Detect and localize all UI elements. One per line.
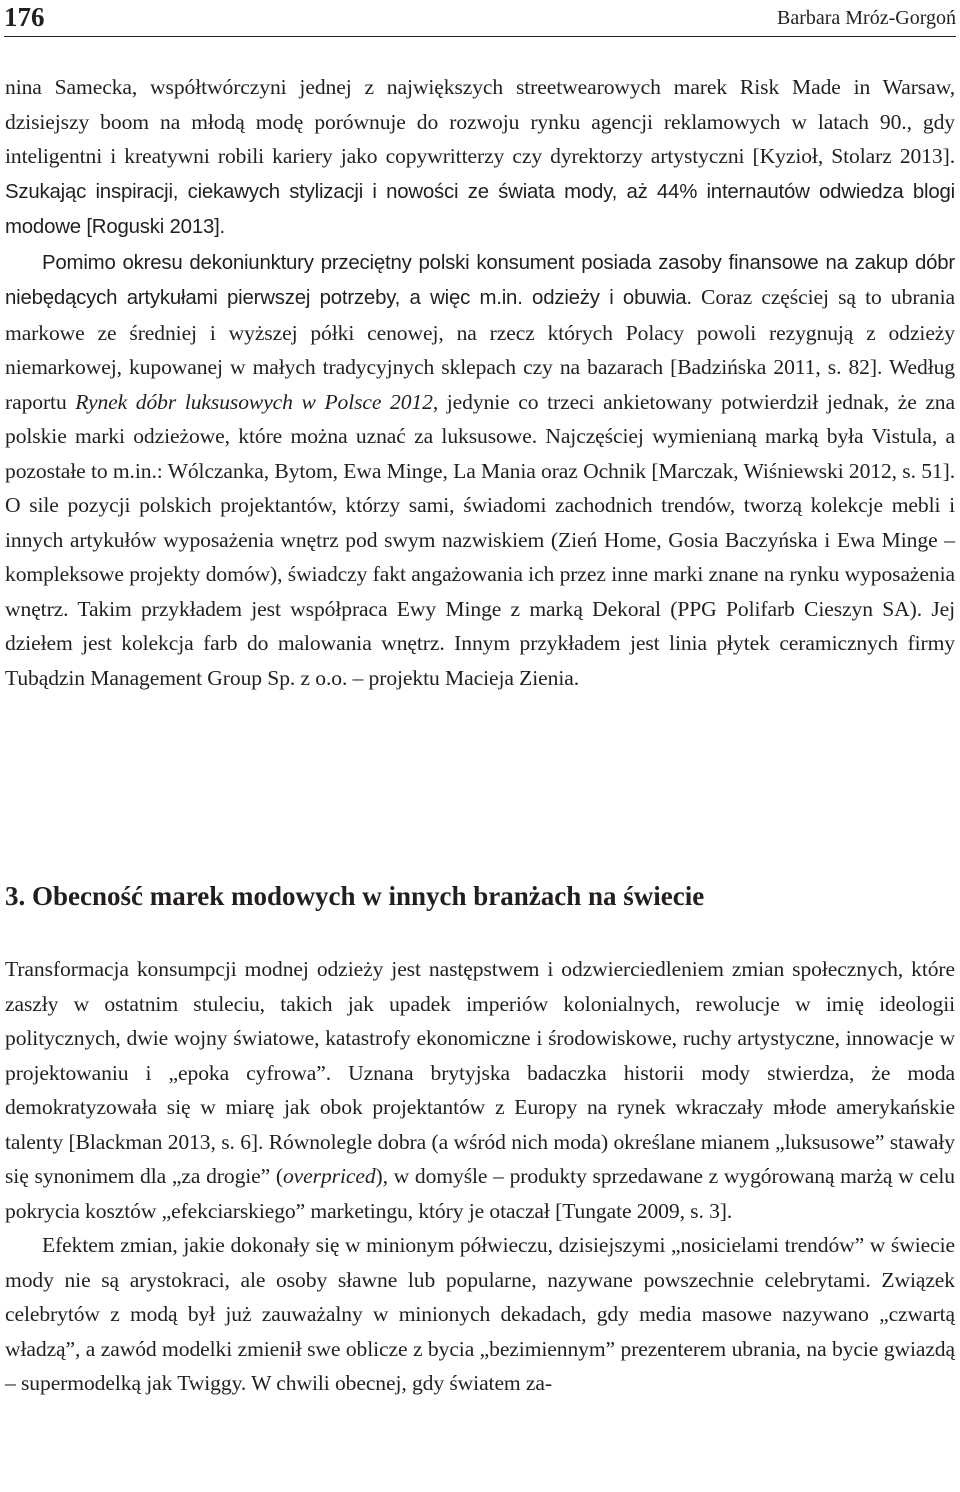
paragraph-text: , jedynie co trzeci ankietowany potwierdził jednak, że zna polskie marki odzieżowe, które można uznać za luksusowe. Najczęściej wymienianą marką była Vistula, a pozostałe to m.in.: Wólczanka, Bytom, Ewa Minge, La Mania oraz Ochnik [Marczak, Wiśniewski 2012, s. 51]. O sile pozycji polskich projektantów, którzy sami, świadomi zachodnich trendów, tworzą kolekcje mebli i innych artykułów wyposażenia wnętrz pod swym nazwiskiem (Zień Home, Gosia Baczyńska i Ewa Minge – kompleksowe projekty domów), świadczy fakt angażowania ich przez inne marki znane na rynku wyposażenia wnętrz. Takim przykładem jest współpraca Ewy Minge z marką Dekoral (PPG Polifarb Cieszyn SA). Jej dziełem jest kolekcja farb do malowania wnętrz. Innym przykładem jest linia płytek ceramicznych firmy Tubądzin Management Group Sp. z o.o. – projektu Macieja Zienia.: [5, 389, 955, 690]
section-heading: 3. Obecność marek modowych w innych branżach na świecie: [5, 881, 705, 911]
paragraph-text: nina Samecka, współtwórczyni jednej z największych streetwearowych marek Risk Made in Warsaw, dzisiejszy boom na młodą modę porównuje do rozwoju rynku agencji reklamowych w latach 90., gdy inteligentni i kreatywni robili kariery jako copywritterzy czy dyrektorzy artystyczni [Kyzioł, Stolarz 2013].: [5, 75, 955, 168]
paragraph-text: ), w domyśle – produkty sprzedawane z wygórowaną marżą w celu pokrycia kosztów „efekciarskiego” marketingu, który je otaczał [Tungate 2009, s. 3].: [5, 1164, 955, 1223]
paragraph-text-sans: Szukając inspiracji, ciekawych stylizacji i nowości ze świata mody, aż 44% internautów odwiedza blogi modowe [Roguski 2013].: [5, 180, 955, 238]
paragraph: [5, 952, 955, 1228]
page-header: [4, 0, 956, 37]
paragraph: Efektem zmian, jakie dokonały się w minionym półwieczu, dzisiejszymi „nosicielami trendów” w świecie mody nie są arystokraci, ale osoby sławne lub popularne, nazywane powszechnie celebrytami. Związek celebrytów z modą był już zauważalny w minionych dekadach, gdy media masowe nazywano „czwartą władzą”, a zawód modelki zmienił swe oblicze z bycia „bezimiennym” prezenterem ubrania, na bycie gwiazdą – supermodelką jak Twiggy. W chwili obecnej, gdy światem za-: [5, 1233, 955, 1395]
running-head-author: Barbara Mróz-Gorgoń: [776, 7, 956, 29]
term-italic: overpriced: [282, 1164, 376, 1188]
report-title-italic: Rynek dóbr luksusowych w Polsce 2012: [75, 389, 433, 414]
body-text-section-2: [5, 952, 955, 1401]
paragraph: [5, 70, 955, 245]
page-number: 176: [4, 2, 45, 32]
paragraph-text-sans: Pomimo okresu dekoniunktury przeciętny polski konsument posiada zasoby finansowe na zakup dóbr niebędących artykułami pierwszej potrzeby, a więc m.in. odzieży i obuwia.: [5, 251, 955, 309]
paragraph: [5, 245, 955, 696]
body-text-section-1: [5, 70, 955, 695]
paragraph-text: Transformacja konsumpcji modnej odzieży jest następstwem i odzwierciedleniem zmian społecznych, które zaszły w ostatnim stuleciu, takich jak upadek imperiów kolonialnych, rewolucje w imię ideologii politycznych, dwie wojny światowe, katastrofy ekonomiczne i środowiskowe, ruchy artystyczne, innowacje w projektowaniu i „epoka cyfrowa”. Uznana brytyjska badaczka historii mody stwierdza, że moda demokratyzowała się w miarę jak obok projektantów z Europy na rynek wkraczały młode amerykańskie talenty [Blackman 2013, s. 6]. Równolegle dobra (a wśród nich moda) określane mianem „luksusowe” stawały się synonimem dla „za drogie” (: [5, 957, 955, 1188]
paragraph-text: Coraz częściej są to ubrania markowe ze średniej i wyższej półki cenowej, na rzecz których Polacy powoli rezygnują z odzieży niemarkowej, kupowanej w małych tradycyjnych sklepach czy na bazarach [Badzińska 2011, s. 82]. Według raportu: [5, 285, 955, 414]
